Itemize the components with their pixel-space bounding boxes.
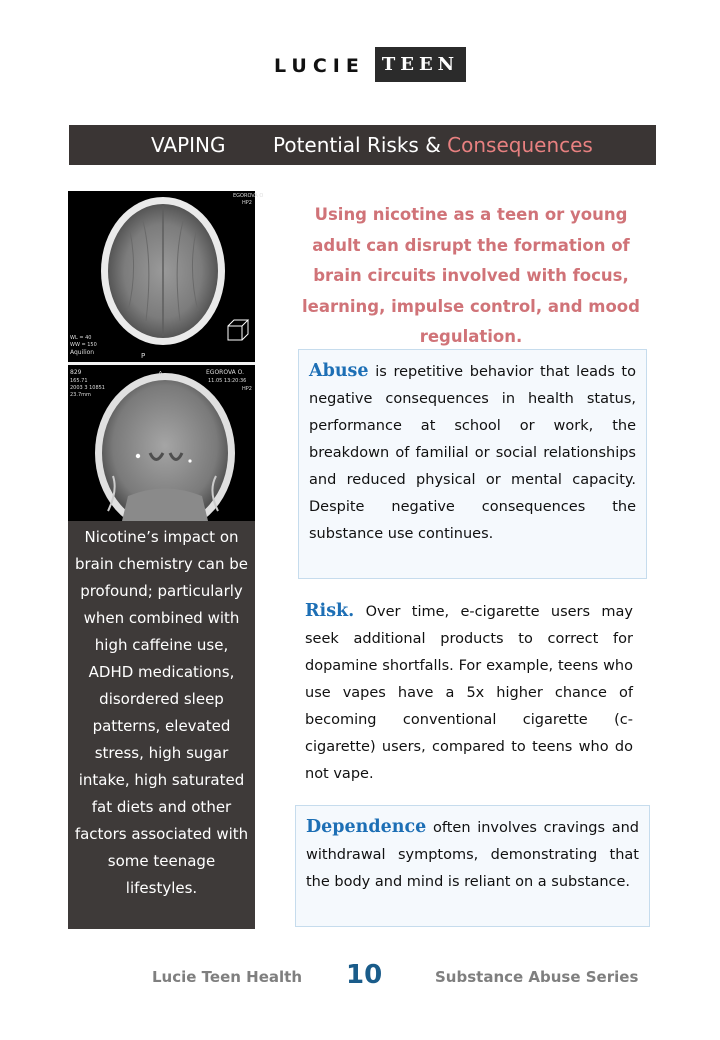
abuse-text: is repetitive behavior that leads to negative consequences in health status, performance at school or work, the breakdown of familial or social relationships and reduced physical or mental capacity. Despite negative consequences the substance use continues. <box>309 364 636 542</box>
risk-definition-box <box>295 598 643 788</box>
title-vaping: VAPING <box>151 133 226 157</box>
svg-text:Aquilion: Aquilion <box>70 349 95 356</box>
title-risks <box>273 125 593 165</box>
nicotine-impact-caption: Nicotine’s impact on brain chemistry can be profound; particularly when combined with high caffeine use, ADHD medications, disordered sleep patterns, elevated stress, high sugar intake, high saturated fat diets and other factors associated with some teenage lifestyles. <box>68 521 255 929</box>
brain-ct-scan-image <box>68 191 264 521</box>
svg-text:WW = 150: WW = 150 <box>70 342 97 348</box>
footer-series-name: Substance Abuse Series <box>435 968 639 986</box>
title-bar <box>69 125 656 165</box>
title-consequences: Consequences <box>447 133 593 157</box>
svg-text:165.71: 165.71 <box>70 378 88 384</box>
svg-text:P: P <box>141 352 146 360</box>
svg-text:HP2: HP2 <box>242 386 252 392</box>
dependence-definition-box <box>295 805 650 927</box>
svg-text:HP2: HP2 <box>242 200 252 206</box>
logo-teen-badge: TEEN <box>375 47 466 82</box>
risk-text: Over time, e-cigarette users may seek additional products to correct for dopamine shortfalls. For example, teens who use vapes have a 5x higher chance of becoming conventional cigarette (c-cigarette) users, compared to teens who do not vape. <box>305 604 633 782</box>
page-number: 10 <box>346 960 383 990</box>
dependence-keyword: Dependence <box>306 817 427 837</box>
svg-text:829: 829 <box>70 369 82 376</box>
brand-logo <box>0 47 720 83</box>
svg-text:WL = 40: WL = 40 <box>70 335 92 341</box>
svg-text:A: A <box>158 370 163 378</box>
logo-lucie-text: LUCIE <box>274 55 365 77</box>
svg-text:23.7mm: 23.7mm <box>70 392 91 398</box>
brain-ct-scan-graphic <box>68 191 264 521</box>
title-risks-text: Potential Risks & <box>273 133 441 157</box>
abuse-definition-box <box>298 349 647 579</box>
abuse-keyword: Abuse <box>309 361 369 381</box>
svg-text:EGOROVA O: EGOROVA O <box>233 193 264 199</box>
svg-text:EGOROVA O.: EGOROVA O. <box>206 369 245 376</box>
svg-text:2003 3 10851: 2003 3 10851 <box>70 385 105 391</box>
intro-statement: Using nicotine as a teen or young adult can disrupt the formation of brain circuits involved with focus, learning, impulse control, and mood regulation. <box>302 205 640 346</box>
risk-keyword: Risk. <box>305 601 355 621</box>
svg-text:11.05 13:20:36: 11.05 13:20:36 <box>208 378 247 384</box>
dependence-text: often involves cravings and withdrawal symptoms, demonstrating that the body and mind is reliant on a substance. <box>306 820 639 890</box>
footer-publication-name: Lucie Teen Health <box>152 968 302 986</box>
page-footer <box>0 960 720 996</box>
